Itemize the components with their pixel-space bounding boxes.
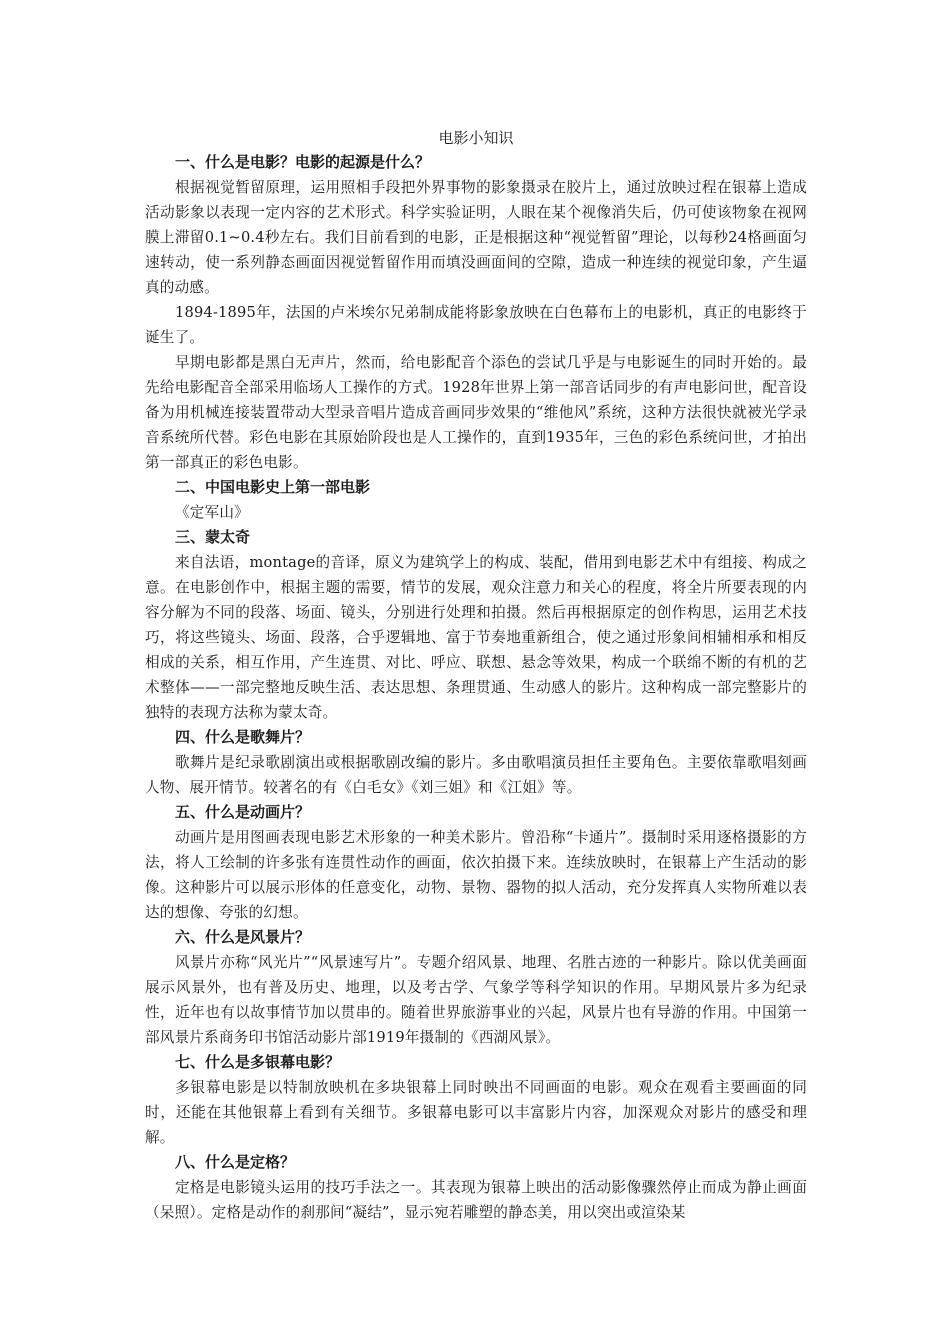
paragraph: 定格是电影镜头运用的技巧手法之一。其表现为银幕上映出的活动影像骤然停止而成为静止画面（呆照）。定格是动作的刹那间“凝结”，显示宛若雕塑的静态美，用以突出或渲染某	[145, 1179, 807, 1221]
section-7	[145, 1050, 807, 1150]
paragraph: 歌舞片是纪录歌剧演出或根据歌剧改编的影片。多由歌唱演员担任主要角色。主要依靠歌唱刻画人物、展开情节。较著名的有《白毛女》《刘三姐》和《江姐》等。	[145, 754, 807, 796]
section-heading: 八、什么是定格？	[175, 1153, 296, 1171]
paragraph: 1894-1895年，法国的卢米埃尔兄弟制成能将影象放映在白色幕布上的电影机，真正的电影终于诞生了。	[145, 304, 807, 346]
section-heading: 五、什么是动画片？	[175, 803, 311, 821]
section-heading: 四、什么是歌舞片？	[175, 728, 311, 746]
paragraph: 风景片亦称“风光片”“风景速写片”。专题介绍风景、地理、名胜古迹的一种影片。除以优美画面展示风景外，也有普及历史、地理，以及考古学、气象学等科学知识的作用。早期风景片多为纪录性，近年也有以故事情节加以贯串的。随着世界旅游事业的兴起，风景片也有导游的作用。中国第一部风景片系商务印书馆活动影片部1919年摄制的《西湖风景》。	[145, 954, 807, 1046]
paragraph: 根据视觉暂留原理，运用照相手段把外界事物的影象摄录在胶片上，通过放映过程在银幕上造成活动影象以表现一定内容的艺术形式。科学实验证明，人眼在某个视像消失后，仍可使该物象在视网膜上滞留0.1~0.4秒左右。我们目前看到的电影，正是根据这种“视觉暂留”理论，以每秒24格画面匀速转动，使一系列静态画面因视觉暂留作用而填没画面间的空隙，造成一种连续的视觉印象，产生逼真的动感。	[145, 179, 807, 296]
section-1	[145, 150, 807, 475]
page-title: 电影小知识	[438, 129, 514, 147]
section-heading: 六、什么是风景片？	[175, 928, 311, 946]
section-6	[145, 925, 807, 1050]
section-heading: 一、什么是电影？电影的起源是什么？	[175, 153, 431, 171]
section-3	[145, 525, 807, 725]
section-heading: 七、什么是多银幕电影？	[175, 1053, 341, 1071]
paragraph: 《定军山》	[175, 504, 249, 521]
paragraph: 多银幕电影是以特制放映机在多块银幕上同时映出不同画面的电影。观众在观看主要画面的同时，还能在其他银幕上看到有关细节。多银幕电影可以丰富影片内容，加深观众对影片的感受和理解。	[145, 1079, 807, 1146]
section-heading: 三、蒙太奇	[175, 528, 251, 546]
paragraph: 动画片是用图画表现电影艺术形象的一种美术影片。曾沿称“卡通片”。摄制时采用逐格摄影的方法，将人工绘制的许多张有连贯性动作的画面，依次拍摄下来。连续放映时，在银幕上产生活动的影像。这种影片可以展示形体的任意变化，动物、景物、器物的拟人活动，充分发挥真人实物所难以表达的想像、夸张的幻想。	[145, 829, 807, 921]
section-heading: 二、中国电影史上第一部电影	[175, 478, 371, 496]
section-5	[145, 800, 807, 925]
document-page	[145, 126, 807, 1225]
paragraph: 来自法语，montage的音译，原义为建筑学上的构成、装配，借用到电影艺术中有组接、构成之意。在电影创作中，根据主题的需要，情节的发展，观众注意力和关心的程度，将全片所要表现的内容分解为不同的段落、场面、镜头，分别进行处理和拍摄。然后再根据原定的创作构思，运用艺术技巧，将这些镜头、场面、段落，合乎逻辑地、富于节奏地重新组合，使之通过形象间相辅相承和相反相成的关系，相互作用，产生连贯、对比、呼应、联想、悬念等效果，构成一个联绵不断的有机的艺术整体——一部完整地反映生活、表达思想、条理贯通、生动感人的影片。这种构成一部完整影片的独特的表现方法称为蒙太奇。	[145, 554, 807, 721]
section-4	[145, 725, 807, 800]
section-2	[145, 475, 807, 525]
paragraph: 早期电影都是黑白无声片，然而，给电影配音个添色的尝试几乎是与电影诞生的同时开始的。最先给电影配音全部采用临场人工操作的方式。1928年世界上第一部音话同步的有声电影问世，配音设备为用机械连接装置带动大型录音唱片造成音画同步效果的“维他风”系统，这种方法很快就被光学录音系统所代替。彩色电影在其原始阶段也是人工操作的，直到1935年，三色的彩色系统问世，才拍出第一部真正的彩色电影。	[145, 354, 807, 471]
section-8	[145, 1150, 807, 1225]
